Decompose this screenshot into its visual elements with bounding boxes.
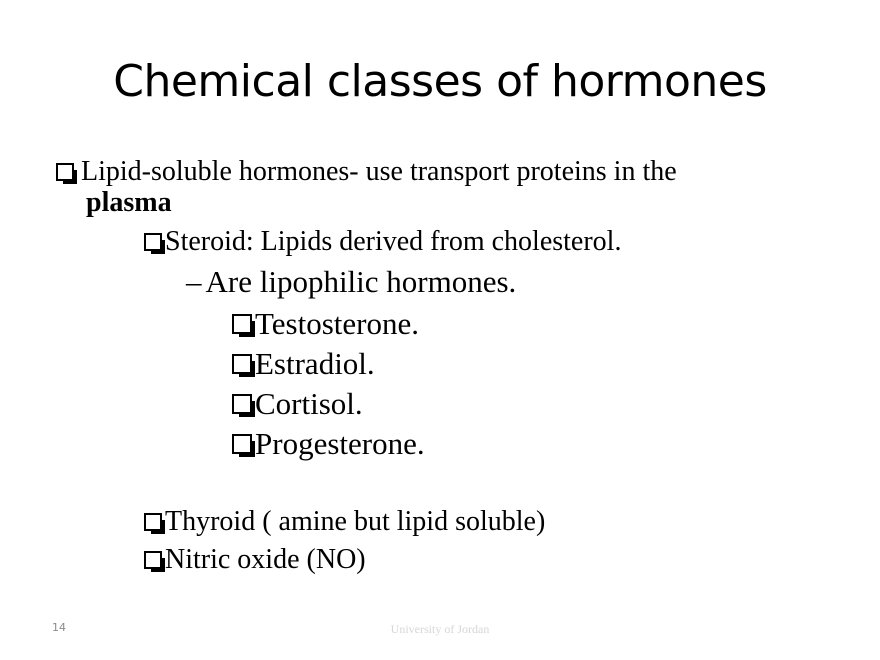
- bullet-thyroid: [144, 505, 545, 539]
- example-hormone: Testosterone.: [255, 306, 419, 341]
- checkbox-bullet-icon: [144, 233, 162, 251]
- checkbox-bullet-icon: [232, 434, 252, 454]
- bullet-steroid-text: Steroid: Lipids derived from cholesterol.: [165, 226, 622, 257]
- slide-number: 14: [52, 621, 66, 634]
- bullet-thyroid-text: Thyroid ( amine but lipid soluble): [165, 506, 546, 537]
- list-item: [232, 425, 425, 463]
- list-item: [232, 305, 419, 343]
- bullet-lipid-soluble-text: Lipid-soluble hormones- use transport proteins in the: [81, 156, 677, 187]
- example-hormone: Progesterone.: [255, 426, 425, 461]
- bullet-steroid: [144, 225, 621, 259]
- example-hormone: Cortisol.: [255, 386, 363, 421]
- list-item: [232, 385, 363, 423]
- checkbox-bullet-icon: [232, 354, 252, 374]
- bullet-lipid-soluble-emphasis: plasma: [86, 187, 172, 218]
- dash-bullet: –: [186, 264, 202, 299]
- bullet-lipophilic-text: Are lipophilic hormones.: [205, 264, 517, 299]
- checkbox-bullet-icon: [232, 394, 252, 414]
- bullet-lipid-soluble: [56, 156, 677, 188]
- checkbox-bullet-icon: [56, 163, 74, 181]
- checkbox-bullet-icon: [232, 314, 252, 334]
- bullet-nitric-oxide: [144, 543, 366, 577]
- checkbox-bullet-icon: [144, 513, 162, 531]
- bullet-nitric-oxide-text: Nitric oxide (NO): [165, 544, 366, 575]
- checkbox-bullet-icon: [144, 551, 162, 569]
- bullet-lipophilic: [186, 264, 516, 300]
- footer-institution: University of Jordan: [390, 622, 490, 636]
- slide-title: Chemical classes of hormones: [113, 56, 767, 107]
- example-hormone: Estradiol.: [255, 346, 375, 381]
- list-item: [232, 345, 375, 383]
